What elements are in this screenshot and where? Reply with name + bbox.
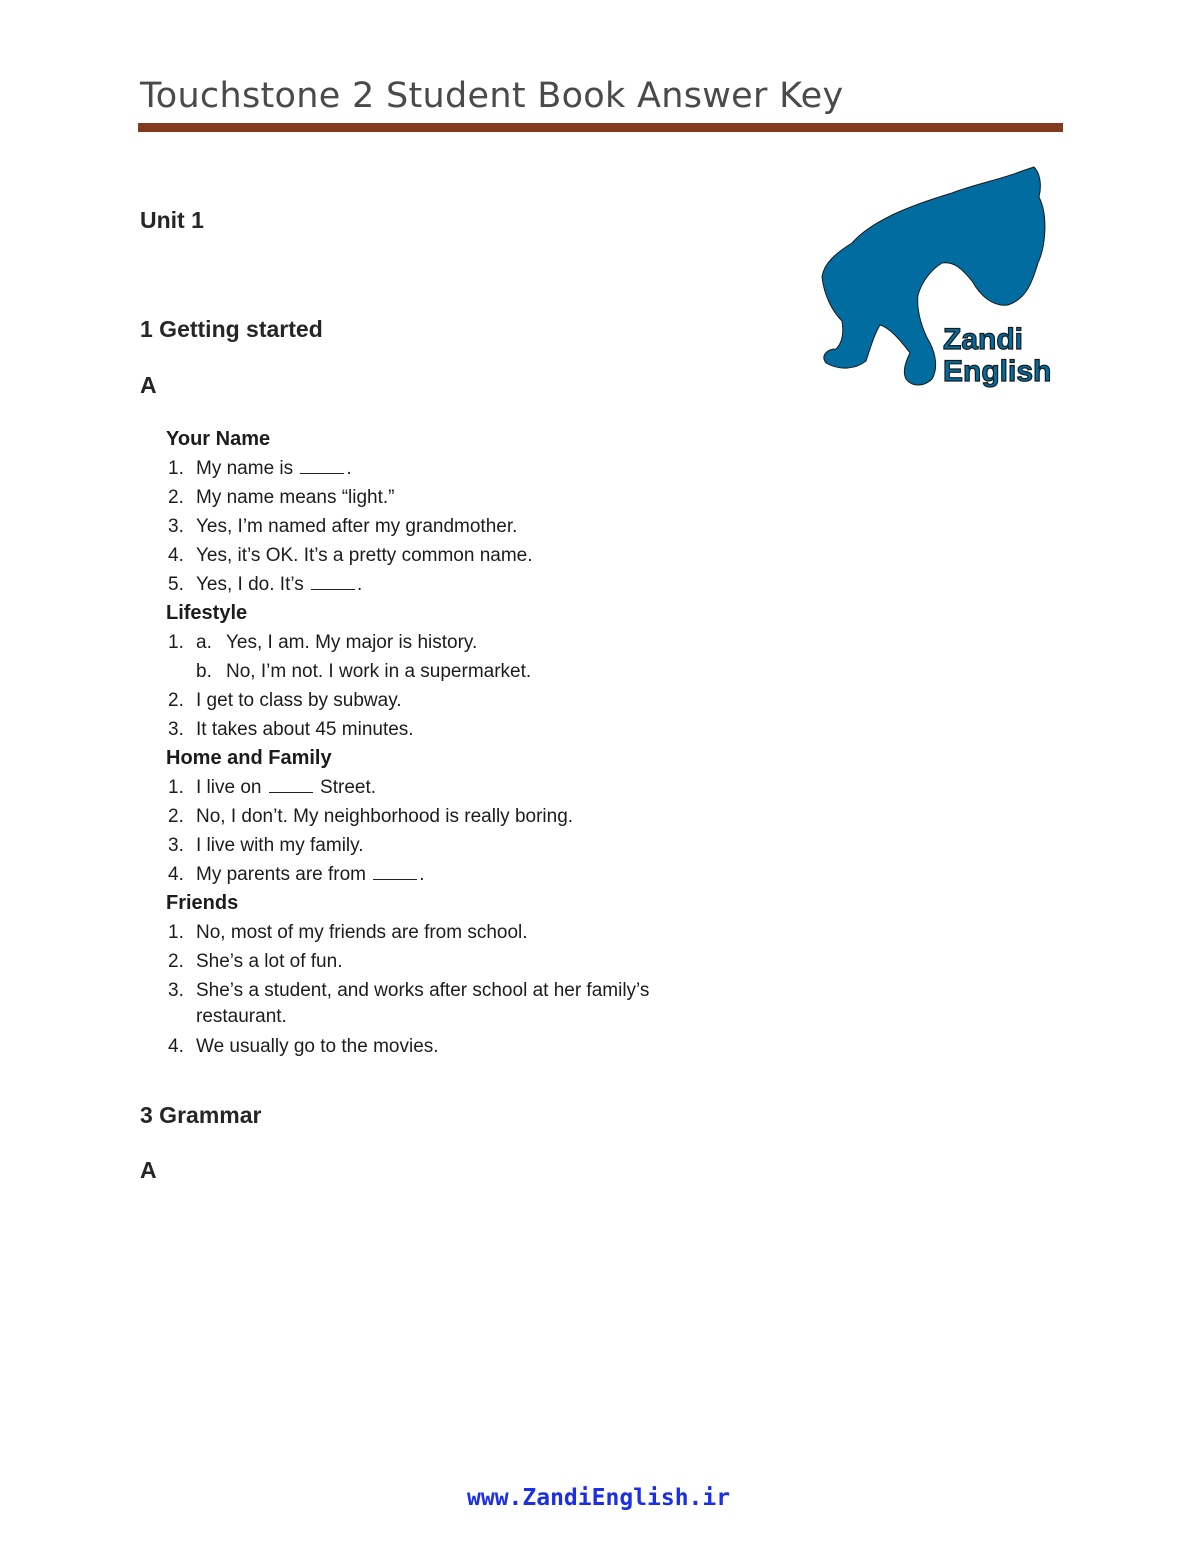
answer-line: [166, 831, 766, 860]
answer-line: [166, 686, 766, 715]
item-text: No, most of my friends are from school.: [196, 922, 528, 943]
section-grammar: 3 Grammar: [140, 1102, 262, 1128]
blank-line: [311, 575, 355, 590]
heading-your-name: Your Name: [166, 428, 271, 450]
logo-text-zandi: Zandi: [943, 323, 1023, 356]
answer-line: [166, 1032, 766, 1061]
item-number: 3.: [168, 516, 184, 537]
answer-line: [166, 628, 766, 657]
part-label-a-grammar: A: [140, 1157, 157, 1183]
item-sub-letter: b.: [196, 661, 212, 682]
zandi-english-logo: [812, 165, 1057, 397]
blank-line: [300, 459, 344, 474]
answer-line-continued: [166, 1002, 766, 1032]
item-number: 2.: [168, 951, 184, 972]
item-text: She’s a lot of fun.: [196, 951, 343, 972]
item-text: [196, 570, 362, 599]
answer-line: [166, 860, 766, 889]
item-text: My name means “light.”: [196, 487, 395, 508]
answer-line: [166, 715, 766, 744]
heading-friends: Friends: [166, 892, 239, 914]
item-text: No, I’m not. I work in a supermarket.: [226, 661, 532, 682]
item-number: 2.: [168, 487, 184, 508]
item-number: 1.: [168, 458, 184, 479]
item-text-after: Street.: [314, 777, 377, 798]
section-getting-started: 1 Getting started: [140, 316, 323, 342]
answer-line: [166, 454, 766, 483]
cat-silhouette-icon: [812, 165, 1057, 397]
item-text-part: I live on: [196, 777, 267, 798]
answer-line: [166, 802, 766, 831]
answer-line: [166, 512, 766, 541]
item-number: 3.: [168, 980, 184, 1001]
item-number: 5.: [168, 574, 184, 595]
item-text: Yes, it’s OK. It’s a pretty common name.: [196, 545, 533, 566]
item-text-part: My parents are from: [196, 864, 372, 885]
item-text-after: .: [346, 458, 352, 479]
item-number: 3.: [168, 835, 184, 856]
item-text: [196, 773, 376, 802]
item-text: Yes, I’m named after my grandmother.: [196, 516, 518, 537]
answer-line: [166, 483, 766, 512]
document-title: Touchstone 2 Student Book Answer Key: [140, 76, 844, 116]
item-text-after: .: [357, 574, 363, 595]
item-text: I live with my family.: [196, 835, 364, 856]
blank-line: [373, 865, 417, 880]
item-text: It takes about 45 minutes.: [196, 719, 414, 740]
answer-line: [166, 541, 766, 570]
item-text: restaurant.: [196, 1006, 287, 1027]
item-text: I get to class by subway.: [196, 690, 402, 711]
item-number: 4.: [168, 545, 184, 566]
heading-lifestyle: Lifestyle: [166, 602, 248, 624]
item-text: Yes, I am. My major is history.: [226, 632, 478, 653]
blank-line: [269, 778, 313, 793]
item-text: She’s a student, and works after school at her family’s: [196, 980, 650, 1001]
item-number: 1.: [168, 632, 184, 653]
item-number: 2.: [168, 690, 184, 711]
item-number: 1.: [168, 922, 184, 943]
item-number: 2.: [168, 806, 184, 827]
item-text: We usually go to the movies.: [196, 1036, 439, 1057]
answer-line: [166, 657, 766, 686]
answer-line: [166, 773, 766, 802]
answer-key-block: [166, 425, 766, 1061]
unit-heading: Unit 1: [140, 207, 204, 233]
item-text: [196, 860, 425, 889]
item-number: 4.: [168, 864, 184, 885]
footer-website-link[interactable]: www.ZandiEnglish.ir: [467, 1485, 731, 1511]
answer-line: [166, 570, 766, 599]
answer-line: [166, 976, 766, 1002]
item-sub-letter: a.: [196, 632, 212, 653]
heading-home-family: Home and Family: [166, 747, 332, 769]
item-text-after: .: [419, 864, 425, 885]
item-number: 1.: [168, 777, 184, 798]
item-text-part: My name is: [196, 458, 299, 479]
item-text: No, I don’t. My neighborhood is really boring.: [196, 806, 574, 827]
item-text-part: Yes, I do. It’s: [196, 574, 310, 595]
item-number: 3.: [168, 719, 184, 740]
title-divider: [138, 123, 1063, 132]
part-label-a: A: [140, 372, 157, 398]
answer-line: [166, 947, 766, 976]
item-text: [196, 454, 352, 483]
answer-line: [166, 918, 766, 947]
logo-text-english: English: [943, 355, 1052, 388]
item-number: 4.: [168, 1036, 184, 1057]
